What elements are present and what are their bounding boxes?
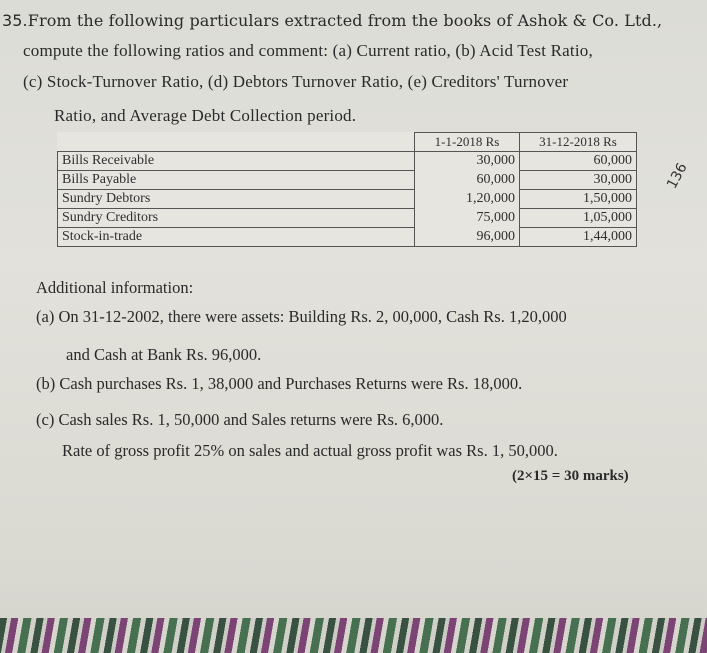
additional-item-a-line2: and Cash at Bank Rs. 96,000. [66,345,262,364]
bottom-fabric-stripe [0,618,707,653]
row-value-1: 75,000 [415,209,520,228]
row-value-2: 30,000 [520,171,637,190]
table-row [58,152,637,171]
additional-info-title: Additional information: [36,278,194,297]
row-value-1: 30,000 [415,152,520,171]
question-line-2: compute the following ratios and comment: (a) Current ratio, (b) Acid Test Ratio, [23,41,593,60]
row-value-1: 1,20,000 [415,190,520,209]
table-header-col1: 1-1-2018 Rs [415,133,520,152]
handwritten-page-note: 136 [664,160,691,192]
row-label: Sundry Debtors [58,190,415,209]
additional-item-b: (b) Cash purchases Rs. 1, 38,000 and Purchases Returns were Rs. 18,000. [36,374,523,393]
question-number: 35. [2,11,28,30]
marks-note: (2×15 = 30 marks) [512,468,629,484]
question-text-1: From the following particulars extracted from the books of Ashok & Co. Ltd., [27,11,663,30]
row-value-2: 60,000 [520,152,637,171]
table-row [58,209,637,228]
question-line-1 [2,11,662,30]
row-label: Bills Receivable [58,152,415,171]
table-row [58,171,637,190]
table-row [58,228,637,247]
table-row [58,190,637,209]
row-label: Bills Payable [58,171,415,190]
particulars-table [57,132,637,247]
row-value-2: 1,50,000 [520,190,637,209]
table-header-blank [58,133,415,152]
row-value-2: 1,44,000 [520,228,637,247]
question-line-3: (c) Stock-Turnover Ratio, (d) Debtors Turnover Ratio, (e) Creditors' Turnover [23,72,569,91]
table-header-col2: 31-12-2018 Rs [520,133,637,152]
table-header-row [58,133,637,152]
additional-gross-profit-rate: Rate of gross profit 25% on sales and actual gross profit was Rs. 1, 50,000. [62,441,558,460]
row-label: Stock-in-trade [58,228,415,247]
row-label: Sundry Creditors [58,209,415,228]
row-value-1: 60,000 [415,171,520,190]
additional-item-c: (c) Cash sales Rs. 1, 50,000 and Sales returns were Rs. 6,000. [36,410,444,429]
row-value-2: 1,05,000 [520,209,637,228]
question-line-4: Ratio, and Average Debt Collection period. [54,106,357,125]
row-value-1: 96,000 [415,228,520,247]
additional-item-a-line1: (a) On 31-12-2002, there were assets: Building Rs. 2, 00,000, Cash Rs. 1,20,000 [36,307,567,326]
